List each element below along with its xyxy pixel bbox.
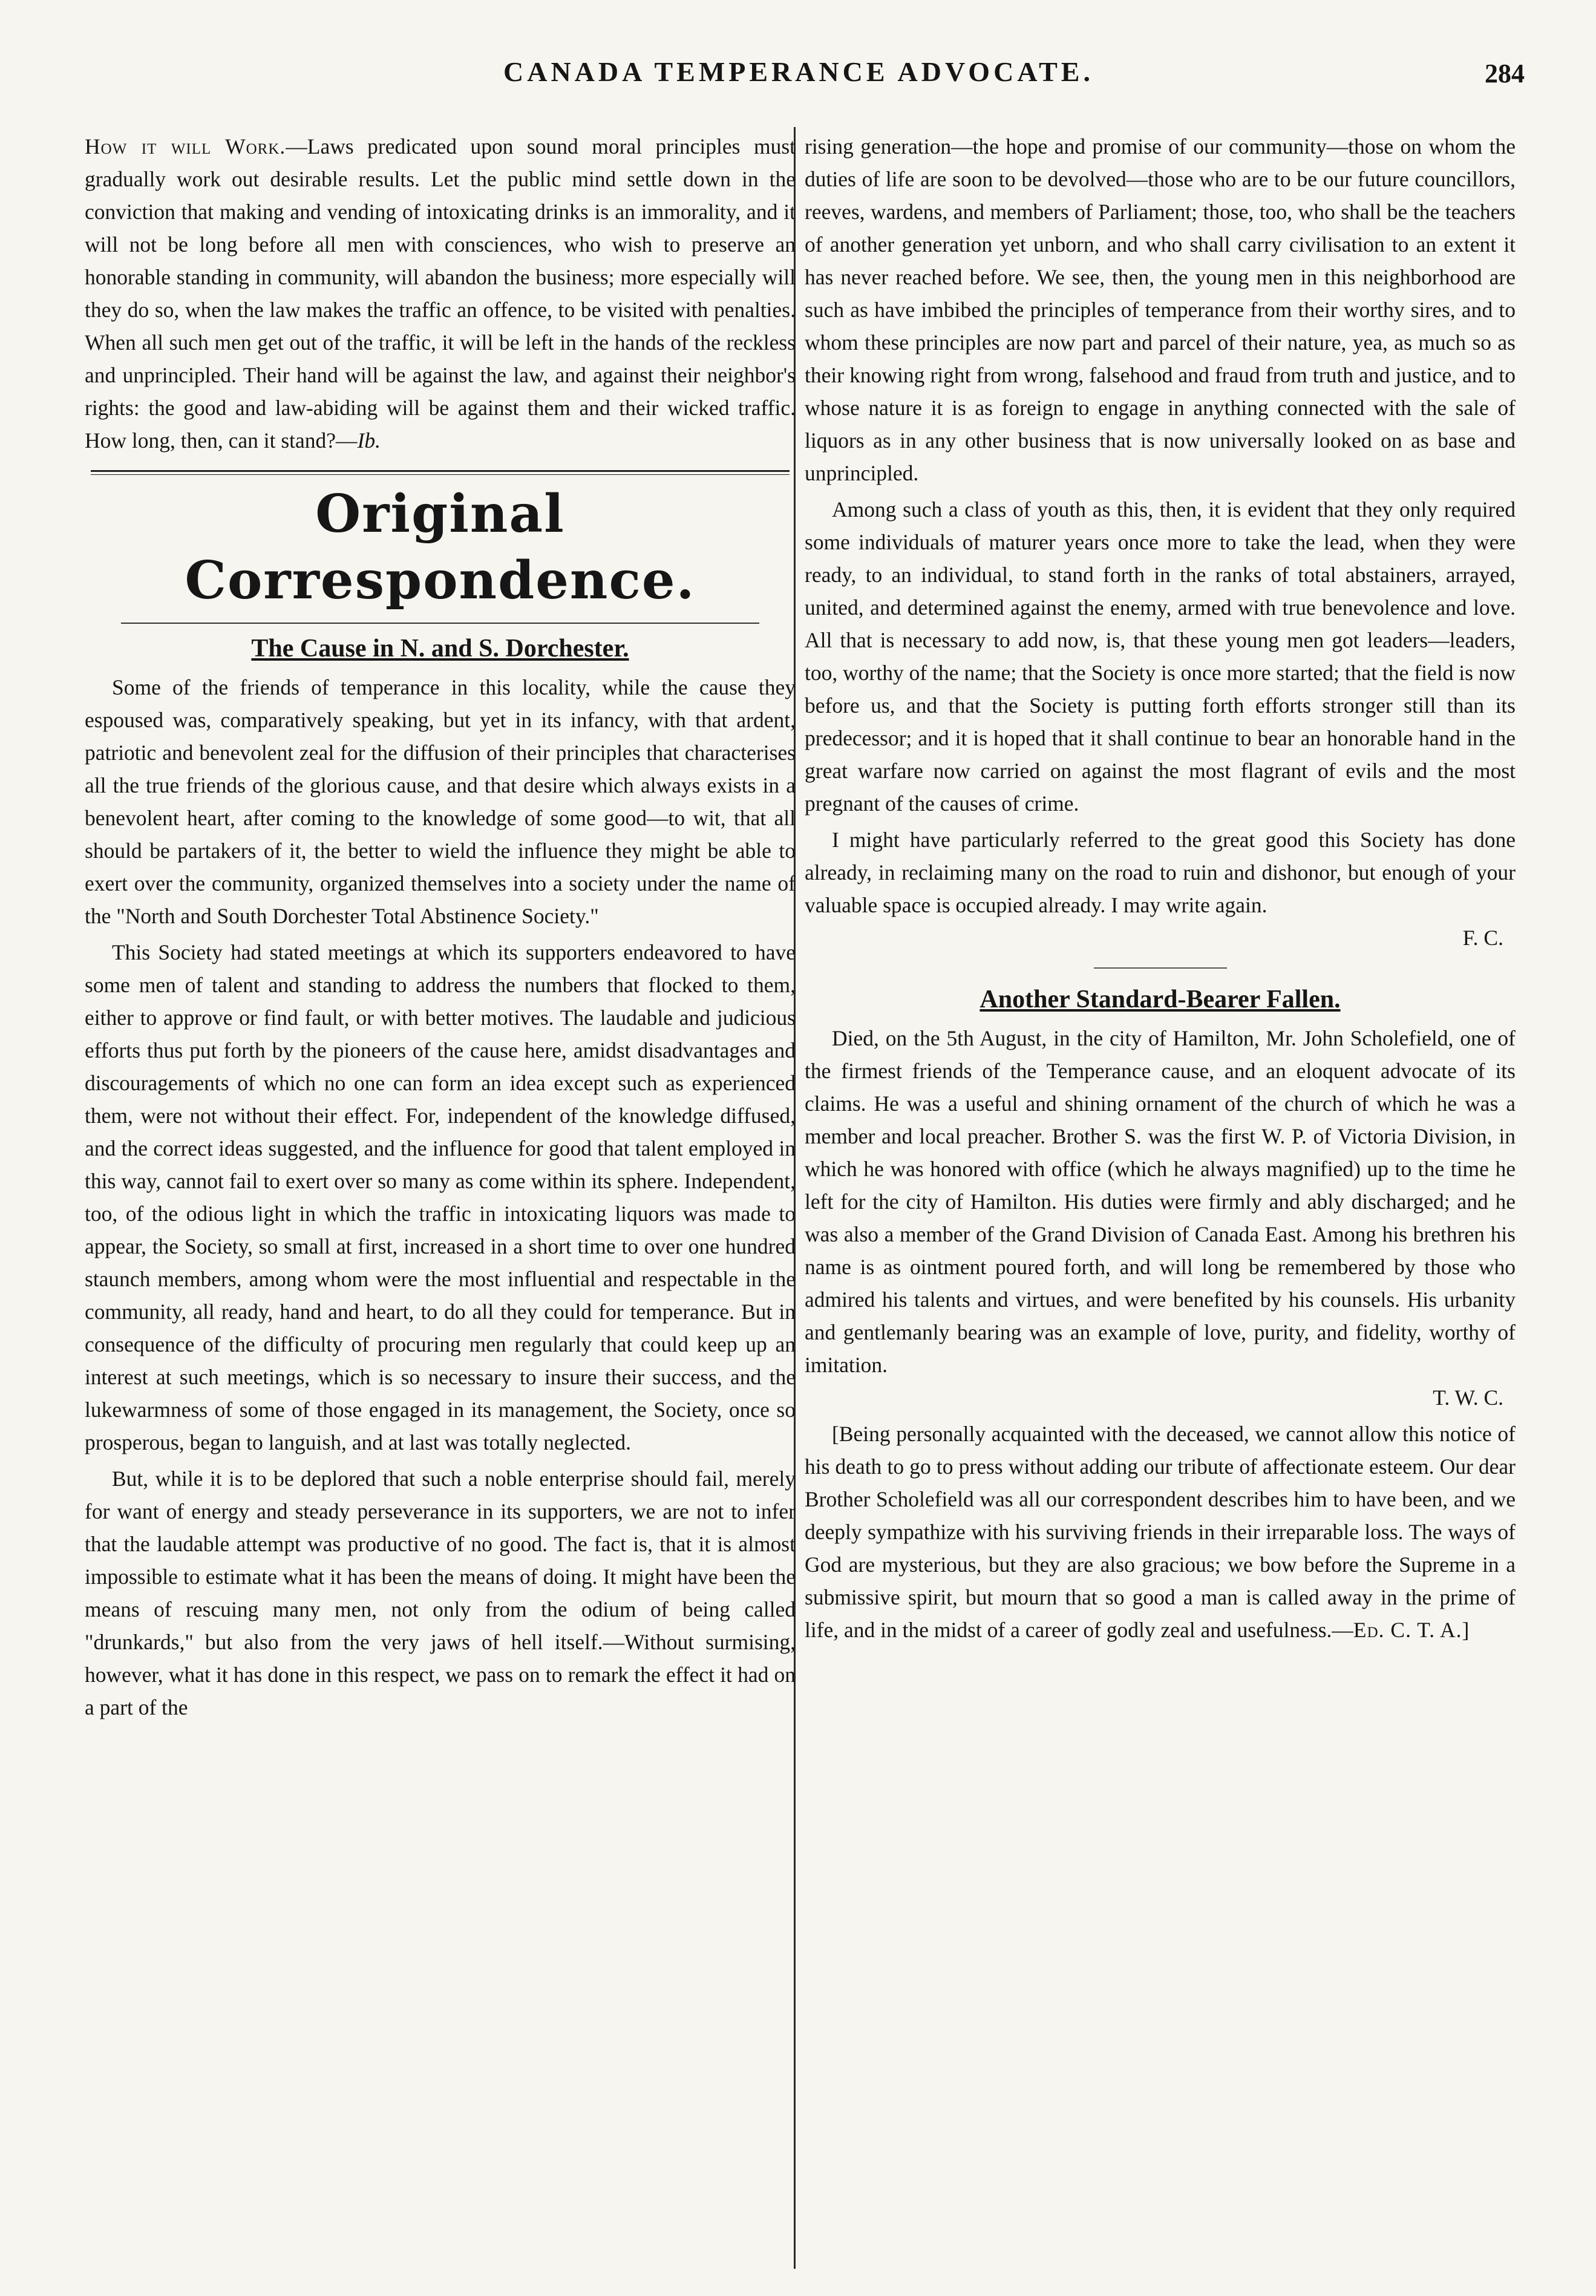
- signature-twc: T. W. C.: [1433, 1385, 1503, 1410]
- article-title-dorchester: [85, 631, 796, 666]
- article-title-text: The Cause in N. and S. Dorchester.: [251, 635, 629, 662]
- paragraph-lead: How it will Work.: [85, 134, 286, 159]
- paragraph-text: —Laws predicated upon sound moral principles must gradually work out desirable results. Let the public mind settle down in the conviction that making and vending of intoxicating drinks is an immorality, and it will not be long before all men with consciences, who wish to preserve an honorable standing in community, will abandon the business; more especially will they do so, when the law makes the traffic an offence, to be visited with penalties. When all such men get out of the traffic, it will be left in the hands of the reckless and unprincipled. Their hand will be against the law, and against their neighbor's rights: the good and law-abiding will be against them and their wicked traffic. How long, then, can it stand?—: [85, 134, 796, 453]
- section-heading: Original Correspondence.: [185, 483, 696, 611]
- left-column: [85, 130, 796, 1724]
- paragraph-text: Died, on the 5th August, in the city of Hamilton, Mr. John Scholefield, one of the firmest friends of the Temperance cause, and an eloquent advocate of its claims. He was a useful and shining ornament of the church of which he was a member and local preacher. Brother S. was the first W. P. of Victoria Division, in which he was honored with office (which he always magnified) up to the time he left for the city of Hamilton. His duties were firmly and ably discharged; and he was also a member of the Grand Division of Canada East. Among his brethren his name is as ointment poured forth, and will long be remembered by those who admired his talents and virtues, and were benefited by his counsels. His urbanity and gentlemanly bearing was an example of love, purity, and fidelity, worthy of imitation.: [805, 1026, 1516, 1377]
- paragraph-how-it-will-work: [85, 130, 796, 457]
- paragraph-dorchester-6: [805, 823, 1516, 954]
- paragraph-dorchester-3: But, while it is to be deplored that such a noble enterprise should fail, merely for want of energy and steady perseverance in its supporters, we are not to infer that the laudable attempt was productive of no good. The fact is, that it is almost impossible to estimate what it has been the means of doing. It might have been the means of rescuing many men, not only from the odium of being called "drunkards," but also from the very jaws of hell itself.—Without surmising, however, what it has done in this respect, we pass on to remark the effect it had on a part of the: [85, 1467, 796, 1719]
- section-rule: [91, 470, 790, 475]
- paragraph-text: I might have particularly referred to the great good this Society has done already, in reclaiming many on the road to ruin and dishonor, but enough of your valuable space is occupied already. I may write again.: [805, 828, 1516, 917]
- source-citation: Ib.: [357, 428, 381, 453]
- article-separator: [1094, 967, 1227, 969]
- article-title-text: Another Standard-Bearer Fallen.: [980, 986, 1341, 1013]
- editor-signature: Ed. C. T. A.]: [1353, 1618, 1470, 1642]
- paragraph-dorchester-2: This Society had stated meetings at which its supporters endeavored to have some men of talent and standing to address the numbers that flocked to them, either to approve or find fault, or with better motives. The laudable and judicious efforts thus put forth by the pioneers of the cause here, amidst disadvantages and discouragements of which no one can form an idea except such as experienced them, were not without their effect. For, independent of the knowledge diffused, and the correct ideas suggested, and the influence for good that talent employed in this way, cannot fail to exert over so many as come within its sphere. Independent, too, of the odious light in which the traffic in intoxicating liquors was made to appear, the Society, so small at first, increased in a short time to over one hundred staunch members, among whom were the most influential and respectable in the community, all ready, hand and heart, to do all they could for temperance. But in consequence of the difficulty of procuring men regularly that could keep up an interest at such meetings, which is so necessary to insure their success, and the lukewarmness of some of those engaged in its management, the Society, once so prosperous, began to languish, and at last was totally neglected.: [85, 940, 796, 1454]
- signature-fc: F. C.: [1462, 926, 1503, 950]
- page-number: 284: [1485, 59, 1525, 88]
- paragraph-editor-note: [805, 1418, 1516, 1646]
- paragraph-dorchester-4: rising generation—the hope and promise of our community—those on whom the duties of life are soon to be devolved—those who are to be our future councillors, reeves, wardens, and members of Parliament; those, too, who shall be the teachers of another generation yet unborn, and who shall carry civilisation to an extent it has never reached before. We see, then, the young men in this neighborhood are such as have imbibed the principles of temperance from their worthy sires, and to whom these principles are now part and parcel of their nature, yea, as much so as their knowing right from wrong, falsehood and fraud from truth and justice, and to whose nature it is as foreign to engage in anything connected with the sale of liquors as in any other business that is now universally looked on as base and unprincipled.: [805, 134, 1516, 485]
- right-column: [805, 130, 1516, 1646]
- paragraph-obituary: [805, 1022, 1516, 1414]
- paragraph-text: [Being personally acquainted with the deceased, we cannot allow this notice of his death to go to press without adding our tribute of affectionate esteem. Our dear Brother Scholefield was all our correspondent describes him to have been, and we deeply sympathize with his surviving friends in their irreparable loss. The ways of God are mysterious, but they are also gracious; we bow before the Supreme in a submissive spirit, but mourn that so good a man is called away in the prime of life, and in the midst of a career of godly zeal and usefulness.—: [805, 1422, 1516, 1642]
- heading-rule: [121, 623, 759, 624]
- page-header: [73, 56, 1525, 98]
- paragraph-dorchester-1: Some of the friends of temperance in this locality, while the cause they espoused was, comparatively speaking, but yet in its infancy, with that ardent, patriotic and benevolent zeal for the diffusion of their principles that characterises all the true friends of the glorious cause, and that desire which always exists in a benevolent heart, after coming to the knowledge of some good—to wit, that all should be partakers of it, the better to wield the influence they might be able to exert over the community, organized themselves into a society under the name of the "North and South Dorchester Total Abstinence Society.": [85, 675, 796, 928]
- paragraph-dorchester-5: Among such a class of youth as this, then, it is evident that they only required some individuals of maturer years once more to take the lead, when they were ready, to an individual, to stand forth in the ranks of total abstainers, arrayed, united, and determined against the enemy, armed with true benevolence and love. All that is necessary to add now, is, that these young men got leaders—leaders, too, worthy of the name; that the Society is once more started; that the field is now before us, and that the Society is putting forth efforts stronger still than its predecessor; and it is hoped that it shall continue to bear an honorable hand in the great warfare now carried on against the most flagrant of evils and the most pregnant of the causes of crime.: [805, 497, 1516, 816]
- running-head: CANADA TEMPERANCE ADVOCATE.: [503, 56, 1094, 87]
- article-title-standard-bearer: [805, 982, 1516, 1017]
